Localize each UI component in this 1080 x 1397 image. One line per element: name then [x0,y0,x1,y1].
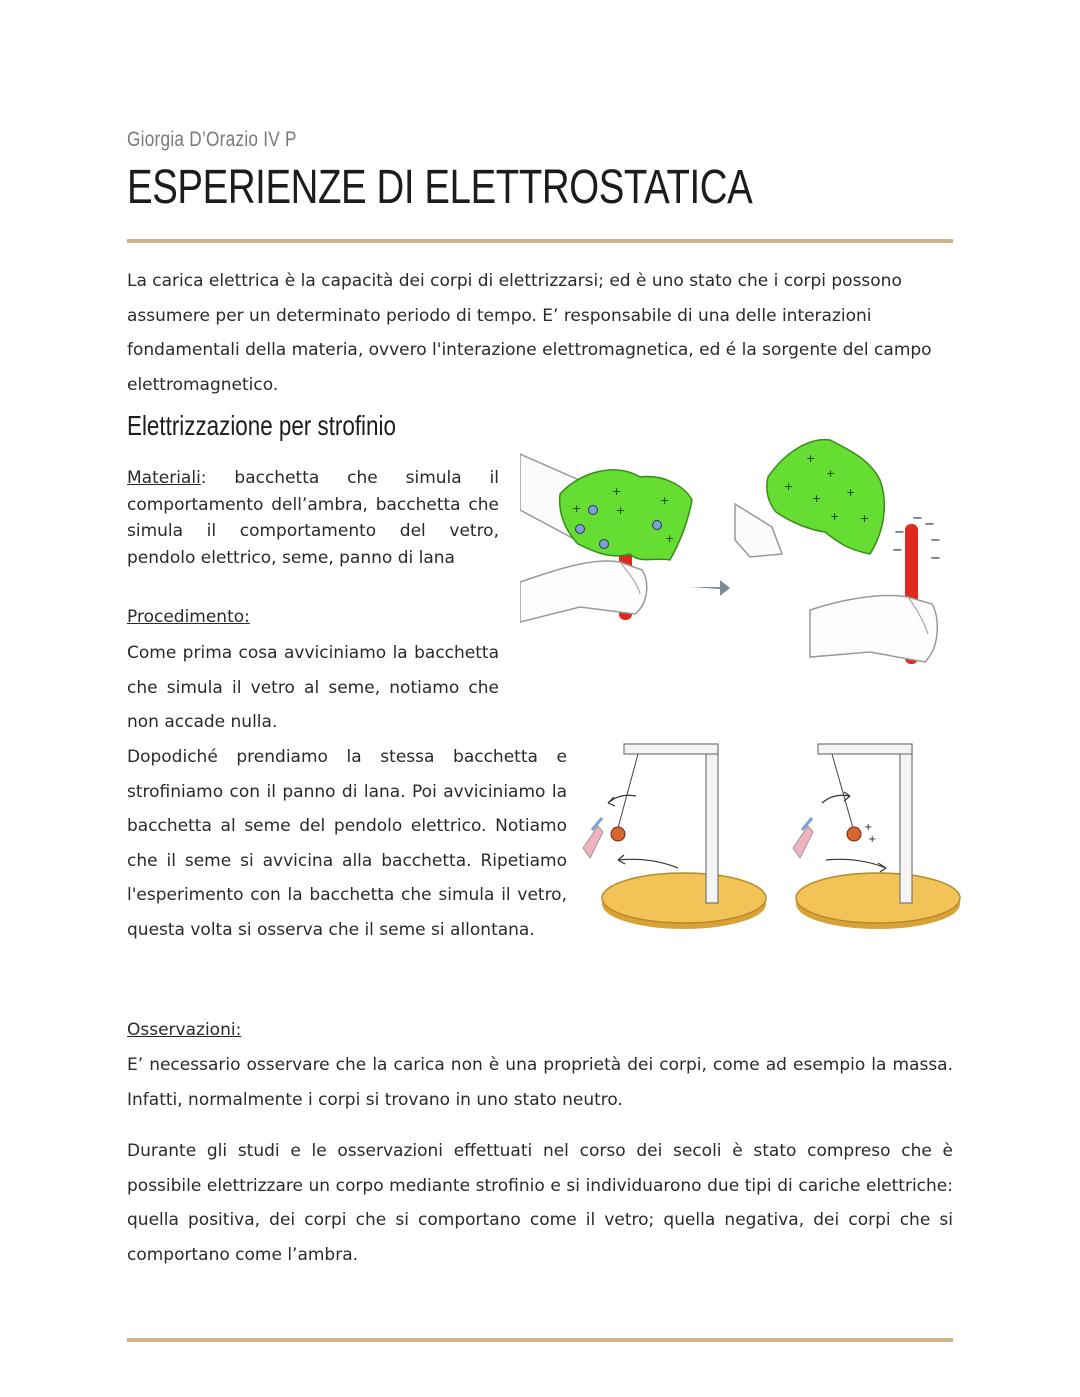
rubbing-before [520,454,692,622]
seed-icon [847,827,861,841]
plus-sign: + [830,510,840,523]
plus-sign: + [572,502,582,515]
intro-paragraph: La carica elettrica è la capacità dei corpi di elettrizzarsi; ed è uno stato che i corpi possono assumere per un determinato periodo di tempo. E’ responsabile di una delle interazioni fondamentali della materia, ovvero l'interazione elettromagnetica, ed é la sorgente del campo elettromagnetico. [127,271,932,395]
plus-sign: + [806,452,816,465]
hand-icon [520,561,647,622]
ruler-stand [706,748,718,903]
pendulum-repel [793,744,960,929]
pendulum-thread [618,754,638,828]
rubbing-illustration [520,432,960,672]
minus-sign: − [892,543,903,558]
plus-sign: + [868,834,877,845]
plus-sign: + [864,822,873,833]
materiali-label: Materiali [127,468,201,488]
pendulum-thread [832,754,853,828]
plus-sign: + [612,485,622,498]
page-title: ESPERIENZE DI ELETTROSTATICA [127,161,753,214]
minus-sign: − [912,511,923,526]
plus-sign: + [665,532,675,545]
minus-sign: − [894,525,905,540]
right-arrow-icon [690,580,730,596]
osservazioni-paragraph-2: Durante gli studi e le osservazioni effettuati nel corso dei secoli è stato compreso che è possibile elettrizzare un corpo mediante strofinio e si individuarono due tipi di cariche elettriche: quella positiva, dei corpi che si comportano come il vetro; quella negativa, dei corpi che si comportano come l’ambra. [127,1141,953,1265]
hand-icon [810,595,937,662]
top-divider [127,239,953,243]
plus-sign: + [784,480,794,493]
wool-cloth-icon [767,440,884,554]
plus-sign: + [860,512,870,525]
plus-sign: + [826,467,836,480]
author-line: Giorgia D’Orazio IV P [127,128,297,151]
materiali-paragraph [127,465,499,571]
plus-sign: + [660,494,670,507]
plus-sign: + [616,504,626,517]
pendulum-base [796,873,960,923]
ruler-stand [900,748,912,903]
pendulum-illustration [578,718,970,958]
plus-sign: + [812,492,822,505]
procedimento-paragraph-2: Dopodiché prendiamo la stessa bacchetta e strofiniamo con il panno di lana. Poi avviciniamo la bacchetta al seme del pendolo elettrico. Notiamo che il seme si avvicina alla bacchetta. Ripetiamo l'esperimento con la bacchetta che simula il vetro, questa volta si osserva che il seme si allontana. [127,747,567,940]
minus-sign: − [930,533,941,548]
section-heading: Elettrizzazione per strofinio [127,410,396,441]
pendulum-attract [583,744,766,929]
minus-sign: − [930,551,941,566]
plus-sign: + [846,486,856,499]
rubbing-after [735,440,941,664]
seed-icon [611,827,625,841]
procedimento-paragraph-1: Come prima cosa avviciniamo la bacchetta che simula il vetro al seme, notiamo che non accade nulla. [127,643,499,732]
osservazioni-label: Osservazioni: [127,1020,242,1040]
pendulum-base [602,873,766,923]
materiali-text: : bacchetta che simula il comportamento dell’ambra, bacchetta che simula il comportamento del vetro, pendolo elettrico, seme, panno di lana [127,468,499,568]
minus-sign: − [924,517,935,532]
procedimento-label: Procedimento: [127,607,250,627]
bottom-divider [127,1338,953,1342]
osservazioni-paragraph-1: E’ necessario osservare che la carica non è una proprietà dei corpi, come ad esempio la massa. Infatti, normalmente i corpi si trovano in uno stato neutro. [127,1055,953,1110]
